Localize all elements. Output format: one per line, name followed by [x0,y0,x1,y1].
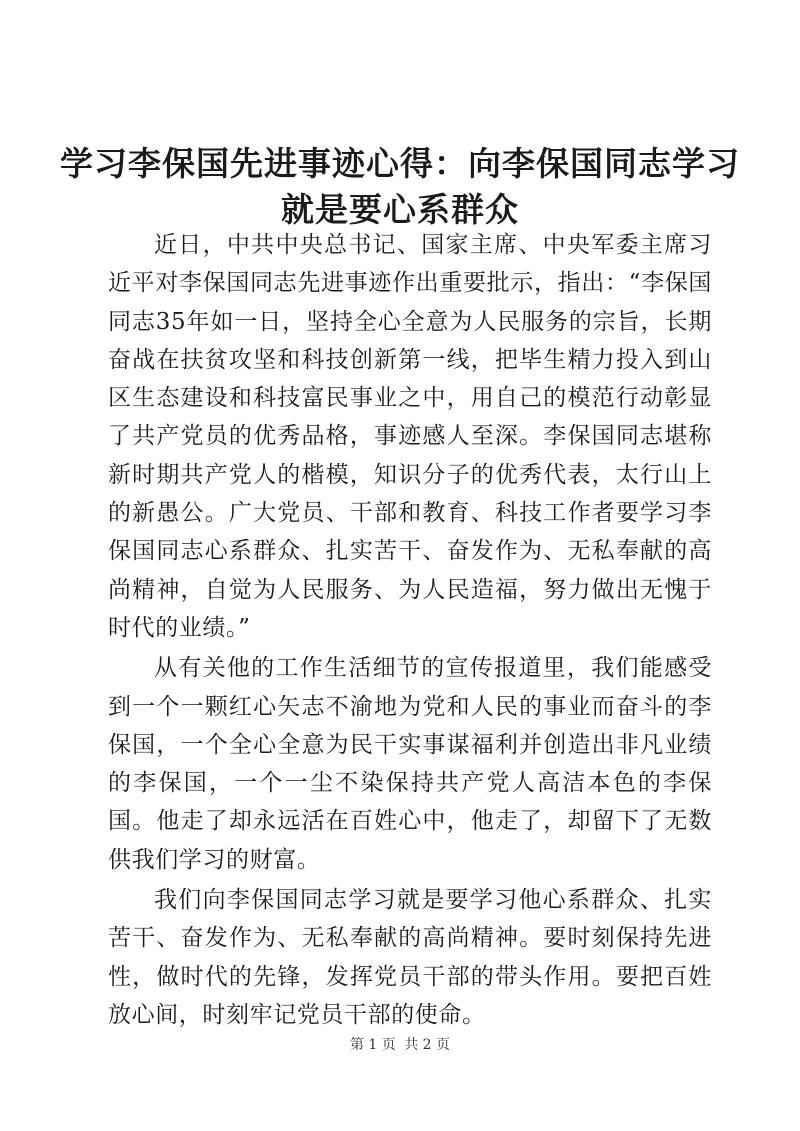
paragraph-2: 从有关他的工作生活细节的宣传报道里，我们能感受到一个一颗红心矢志不渝地为党和人民的事业而奋斗的李保国，一个全心全意为民干实事谋福利并创造出非凡业绩的李保国，一个一尘不染保持共产党人高洁本色的李保国。他走了却永远活在百姓心中，他走了，却留下了无数供我们学习的财富。 [108,655,712,873]
paragraph-1: 近日，中共中央总书记、国家主席、中央军委主席习近平对李保国同志先进事迹作出重要批示，指出：“李保国同志35年如一日，坚持全心全意为人民服务的宗旨，长期奋战在扶贫攻坚和科技创新第一线，把毕生精力投入到山区生态建设和科技富民事业之中，用自己的模范行动彰显了共产党员的优秀品格，事迹感人至深。李保国同志堪称新时期共产党人的楷模，知识分子的优秀代表，太行山上的新愚公。广大党员、干部和教育、科技工作者要学习李保国同志心系群众、扎实苦干、奋发作为、无私奉献的高尚精神，自觉为人民服务、为人民造福，努力做出无愧于时代的业绩。” [108,232,712,641]
document-body [108,226,712,1036]
page-number: 第 1 页 [349,1037,396,1053]
document-title-line-1: 学习李保国先进事迹心得：向李保国同志学习 [60,144,740,183]
page-footer [0,1034,800,1054]
document-title-line-2: 就是要心系群众 [281,190,519,229]
paragraph-3: 我们向李保国同志学习就是要学习他心系群众、扎实苦干、奋发作为、无私奉献的高尚精神。要时刻保持先进性，做时代的先锋，发挥党员干部的带头作用。要把百姓放心间，时刻牢记党员干部的使命。 [108,887,712,1028]
page-total: 共 2 页 [404,1037,451,1053]
